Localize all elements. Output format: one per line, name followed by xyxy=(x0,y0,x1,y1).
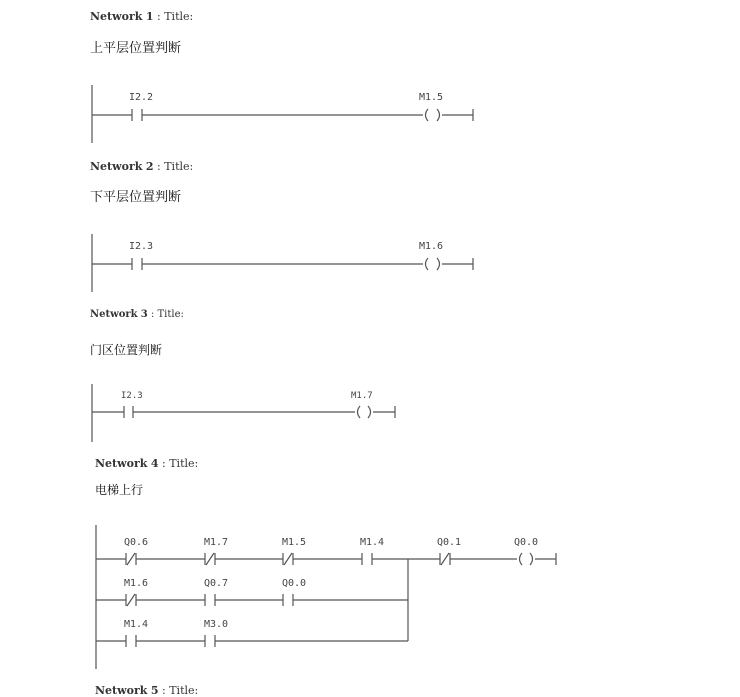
coil-M1.6 xyxy=(419,241,443,270)
network-number: 4 xyxy=(150,457,159,470)
contact-address: Q0.0 xyxy=(282,578,307,589)
network-2-header xyxy=(90,160,193,173)
contact-address: Q0.6 xyxy=(124,537,149,548)
network-title-label: : Title: xyxy=(150,309,184,320)
contact-address: I2.3 xyxy=(121,391,143,401)
contact-nc-M1.5 xyxy=(282,537,306,565)
contact-address: I2.3 xyxy=(129,241,154,252)
contact-nc-M1.6 xyxy=(124,578,148,606)
coil-M1.7 xyxy=(351,391,373,418)
contact-address: Q0.1 xyxy=(437,537,462,548)
contact-address: M1.6 xyxy=(124,578,149,589)
ladder-segment xyxy=(206,553,214,565)
contact-no-I2.3 xyxy=(121,391,143,418)
contact-no-Q0.7 xyxy=(204,578,228,606)
contact-address: M1.7 xyxy=(204,537,229,548)
network-label: Network xyxy=(90,10,143,23)
network-1-comment: 上平层位置判断 xyxy=(90,41,182,56)
network-3-comment: 门区位置判断 xyxy=(90,343,163,357)
contact-no-M1.4 xyxy=(124,619,148,647)
network-2-comment: 下平层位置判断 xyxy=(90,190,182,205)
network-title-label: : Title: xyxy=(162,457,199,470)
contact-address: M1.4 xyxy=(124,619,149,630)
network-label: Network xyxy=(90,160,143,173)
contact-no-Q0.0 xyxy=(282,578,306,606)
network-label: Network xyxy=(95,457,148,470)
network-1-header xyxy=(90,10,193,23)
coil-Q0.0 xyxy=(514,537,538,565)
contact-nc-Q0.6 xyxy=(124,537,148,565)
network-title-label: : Title: xyxy=(157,10,194,23)
network-4-header xyxy=(95,457,198,470)
ladder-segment xyxy=(127,553,135,565)
network-3-header xyxy=(90,309,184,320)
contact-nc-M1.7 xyxy=(204,537,228,565)
contact-address: M1.5 xyxy=(282,537,307,548)
contact-nc-Q0.1 xyxy=(437,537,461,565)
ladder-segment xyxy=(520,553,523,565)
network-1-ladder xyxy=(85,85,485,145)
coil-address: M1.6 xyxy=(419,241,444,252)
coil-address: Q0.0 xyxy=(514,537,539,548)
ladder-segment xyxy=(127,594,135,606)
contact-no-I2.2 xyxy=(129,92,153,121)
network-number: 2 xyxy=(145,160,154,173)
network-label: Network xyxy=(90,309,138,320)
ladder-segment xyxy=(426,258,429,270)
network-title-label: : Title: xyxy=(162,684,199,697)
contact-address: Q0.7 xyxy=(204,578,229,589)
network-number: 1 xyxy=(145,10,154,23)
network-title-label: : Title: xyxy=(157,160,194,173)
ladder-segment xyxy=(368,406,371,418)
coil-address: M1.7 xyxy=(351,391,373,401)
network-2-ladder xyxy=(85,234,485,294)
contact-no-M1.4 xyxy=(360,537,384,565)
network-3-ladder xyxy=(85,384,405,444)
contact-no-M3.0 xyxy=(204,619,228,647)
network-4-comment: 电梯上行 xyxy=(95,483,144,497)
ladder-segment xyxy=(530,553,533,565)
network-label: Network xyxy=(95,684,148,697)
coil-M1.5 xyxy=(419,92,443,121)
coil-address: M1.5 xyxy=(419,92,444,103)
contact-address: M3.0 xyxy=(204,619,229,630)
ladder-segment xyxy=(426,109,429,121)
contact-no-I2.3 xyxy=(129,241,153,270)
ladder-segment xyxy=(437,258,440,270)
network-number: 5 xyxy=(150,684,159,697)
ladder-segment xyxy=(437,109,440,121)
contact-address: M1.4 xyxy=(360,537,385,548)
ladder-segment xyxy=(284,553,292,565)
ladder-segment xyxy=(358,406,361,418)
network-4-ladder xyxy=(90,525,570,675)
network-5-header xyxy=(95,684,198,697)
ladder-segment xyxy=(441,553,449,565)
contact-address: I2.2 xyxy=(129,92,154,103)
network-number: 3 xyxy=(140,309,148,320)
